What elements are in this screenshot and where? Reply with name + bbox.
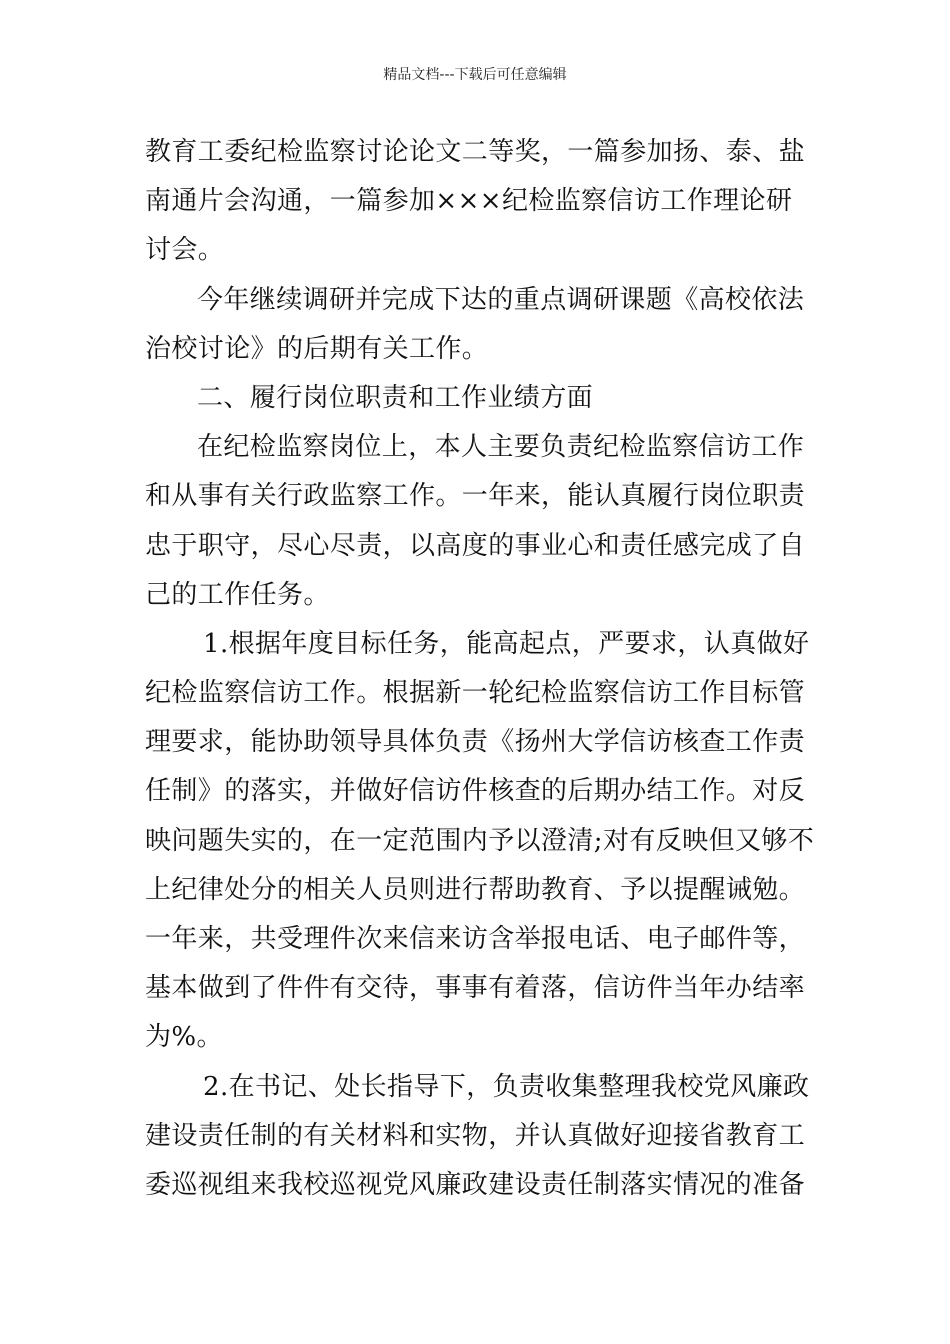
text-line: 讨会。 [145,235,225,266]
document-body [145,128,815,1210]
section-heading: 二、履行岗位职责和工作业绩方面 [197,382,594,413]
text-line: 基本做到了件件有交待，事事有着落，信访件当年办结率 [145,973,806,1004]
text-line: 和从事有关行政监察工作。一年来，能认真履行岗位职责 [145,481,806,512]
text-line: 一年来，共受理件次来信来访含举报电话、电子邮件等， [145,924,806,954]
text-line: 任制》的落实，并做好信访件核查的后期办结工作。对反 [145,776,806,807]
text-line: 委巡视组来我校巡视党风廉政建设责任制落实情况的准备 [145,1169,806,1200]
text-line: 己的工作任务。 [145,579,330,610]
numbered-item-2: 2.在书记、处长指导下，负责收集整理我校党风廉政 [203,1071,810,1102]
paragraph-start: 今年继续调研并完成下达的重点调研课题《高校依法 [197,284,805,315]
text-line: 教育工委纪检监察讨论论文二等奖，一篇参加扬、泰、盐 [145,137,806,167]
text-line: 治校讨论》的后期有关工作。 [145,333,489,364]
page-header: 精品文档---下载后可任意编辑 [383,67,567,83]
text-line: 理要求，能协助领导具体负责《扬州大学信访核查工作责 [145,727,806,758]
text-line: 南通片会沟通，一篇参加×××纪检监察信访工作理论研 [145,186,793,217]
text-line: 纪检监察信访工作。根据新一轮纪检监察信访工作目标管 [145,678,806,709]
text-line: 映问题失实的，在一定范围内予以澄清;对有反映但又够不 [145,825,815,856]
text-line: 上纪律处分的相关人员则进行帮助教育、予以提醒诫勉。 [145,874,806,905]
text-line: 为%。 [145,1022,223,1053]
text-line: 忠于职守，尽心尽责，以高度的事业心和责任感完成了自 [145,530,806,561]
text-line: 建设责任制的有关材料和实物，并认真做好迎接省教育工 [145,1120,806,1151]
paragraph-start: 在纪检监察岗位上，本人主要负责纪检监察信访工作 [197,432,805,463]
numbered-item-1: 1.根据年度目标任务，能高起点，严要求，认真做好 [203,628,810,659]
